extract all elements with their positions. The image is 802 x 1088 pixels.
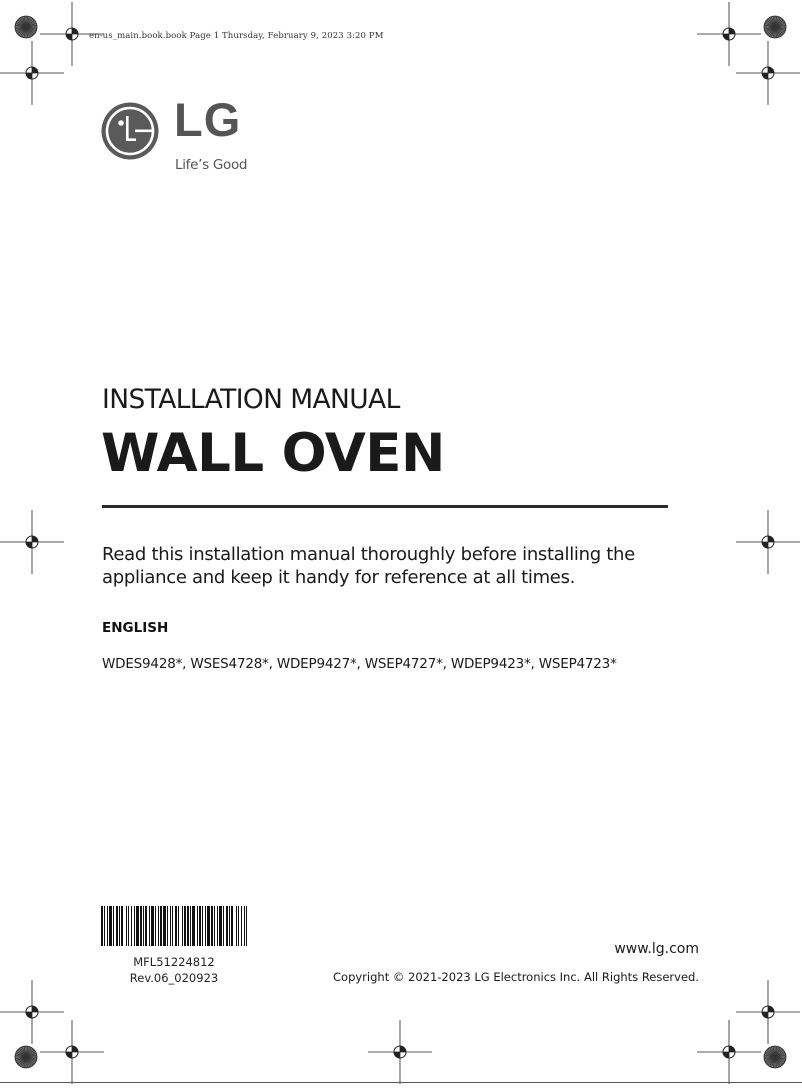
document-subtitle: INSTALLATION MANUAL xyxy=(102,384,400,415)
barcode-graphic xyxy=(101,906,247,946)
page-edge-line xyxy=(0,1082,802,1083)
color-registration-wheel-icon xyxy=(763,15,787,43)
registration-crosshair-icon xyxy=(40,1020,104,1088)
intro-paragraph: Read this installation manual thoroughly before installing the appliance and keep it handy for reference at all times. xyxy=(102,544,635,588)
brand-tagline: Life’s Good xyxy=(175,157,248,173)
lg-logo xyxy=(101,93,261,177)
copyright-notice: Copyright © 2021-2023 LG Electronics Inc. All Rights Reserved. xyxy=(333,970,699,984)
lg-logo-text: LG xyxy=(174,93,242,146)
language-label: ENGLISH xyxy=(102,620,169,636)
model-numbers: WDES9428*, WSES4728*, WDEP9427*, WSEP4727*, WDEP9423*, WSEP4723* xyxy=(102,656,617,672)
registration-crosshair-icon xyxy=(0,41,64,109)
registration-crosshair-icon xyxy=(697,1020,761,1088)
document-title: WALL OVEN xyxy=(101,423,445,484)
color-registration-wheel-icon xyxy=(14,1045,38,1073)
part-number: MFL51224812 xyxy=(133,955,215,969)
color-registration-wheel-icon xyxy=(763,1045,787,1073)
registration-crosshair-icon xyxy=(736,41,800,109)
registration-crosshair-icon xyxy=(0,510,64,578)
registration-crosshair-icon xyxy=(368,1020,432,1088)
color-registration-wheel-icon xyxy=(14,15,38,43)
lg-logo-icon xyxy=(101,102,159,160)
title-divider xyxy=(102,505,668,508)
registration-crosshair-icon xyxy=(736,510,800,578)
revision-number: Rev.06_020923 xyxy=(129,971,219,985)
print-header: en-us_main.book.book Page 1 Thursday, February 9, 2023 3:20 PM xyxy=(89,31,384,41)
website-link[interactable]: www.lg.com xyxy=(614,941,699,957)
